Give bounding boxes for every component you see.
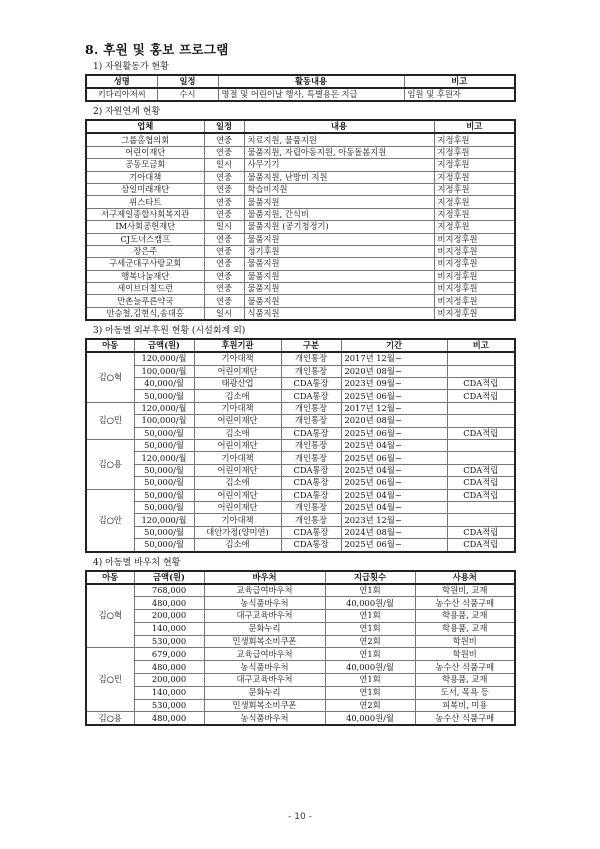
table-cell: 대구교육바우처 — [204, 610, 325, 623]
table-cell: 장은주 — [86, 245, 204, 257]
column-header: 기간 — [341, 339, 447, 352]
table-cell: 식품지원 — [244, 307, 434, 320]
child-name: 김○혁 — [86, 584, 134, 648]
table-row — [86, 146, 515, 158]
table-cell: 어린이재단 — [194, 501, 281, 513]
table-row — [86, 88, 515, 101]
table-cell: 200,000 — [134, 674, 204, 687]
table-cell: 연1회 — [325, 686, 415, 699]
table-cell: 40,000원/월 — [325, 597, 415, 610]
table-cell: 대구교육바우처 — [204, 674, 325, 687]
table-cell: 문화누리 — [204, 686, 325, 699]
table-cell: 정기후원 — [244, 245, 434, 257]
table-cell: CDA통장 — [281, 378, 341, 390]
table-cell: 학원비 — [415, 648, 515, 661]
table-cell: 농수산 식품구매 — [415, 661, 515, 674]
table-cell: 40,000/월 — [134, 378, 194, 390]
header-row — [86, 120, 515, 133]
table-cell: 120,000/월 — [134, 452, 194, 464]
table-row — [86, 439, 515, 451]
table-cell: 수시 — [157, 88, 218, 101]
child-name: 김○안 — [86, 489, 134, 551]
table-cell: CDA적립 — [447, 477, 515, 489]
table-cell: CDA적립 — [447, 390, 515, 402]
table-cell: 어린이재단 — [194, 415, 281, 427]
table-cell: 일시 — [204, 159, 244, 171]
table-cell: 어린이재단 — [194, 365, 281, 377]
table-cell: 768,000 — [134, 584, 204, 597]
table-cell: 학용품, 교재 — [415, 674, 515, 687]
table-cell: 2025년 06월~ — [341, 390, 447, 402]
volunteer-table — [85, 74, 516, 102]
table-cell: 개인통장 — [281, 439, 341, 451]
column-header: 일정 — [204, 120, 244, 133]
table-cell: 서구제일종합사회복지관 — [86, 208, 204, 220]
column-header: 비고 — [434, 120, 515, 133]
table-cell: 김소애 — [194, 477, 281, 489]
table-cell: 학습비지원 — [244, 183, 434, 195]
table-row — [86, 427, 515, 439]
table-cell: 물품지원, 간식비 — [244, 208, 434, 220]
column-header: 구분 — [281, 339, 341, 352]
child-name: 김○혁 — [86, 352, 134, 402]
table-row — [86, 712, 515, 725]
table-cell — [447, 514, 515, 526]
table-cell: 40,000원/월 — [325, 712, 415, 725]
table-row — [86, 258, 515, 270]
table-cell: 120,000/월 — [134, 402, 194, 414]
column-header: 내용 — [244, 120, 434, 133]
table-row — [86, 622, 515, 635]
table-cell — [447, 501, 515, 513]
table-cell: 김소애 — [194, 390, 281, 402]
table-cell: 480,000 — [134, 712, 204, 725]
table-row — [86, 365, 515, 377]
table-cell: 개인통장 — [281, 365, 341, 377]
child-name: 김○용 — [86, 439, 134, 489]
table-cell: CDA적립 — [447, 427, 515, 439]
table-cell: CDA통장 — [281, 477, 341, 489]
table-cell: 사무기기 — [244, 159, 434, 171]
table-cell: 지정후원 — [434, 208, 515, 220]
header-row — [86, 75, 515, 88]
table-cell: 비지정후원 — [434, 270, 515, 282]
table-cell: 기아대책 — [194, 402, 281, 414]
table-cell: 치료지원, 물품지원 — [244, 133, 434, 146]
table-cell: 2023년 09월~ — [341, 378, 447, 390]
table-cell: 40,000원/월 — [325, 661, 415, 674]
table-cell: 50,000/월 — [134, 439, 194, 451]
table-row — [86, 159, 515, 171]
column-header: 바우처 — [204, 571, 325, 584]
table-cell: 농식품바우처 — [204, 597, 325, 610]
table-row — [86, 661, 515, 674]
table-cell: 물품지원 — [244, 270, 434, 282]
table-row — [86, 584, 515, 597]
table-cell: 연중 — [204, 270, 244, 282]
table-cell: 개인통장 — [281, 452, 341, 464]
column-header: 비고 — [447, 339, 515, 352]
table-cell: 연1회 — [325, 648, 415, 661]
table-row — [86, 501, 515, 513]
table-cell: 100,000/월 — [134, 365, 194, 377]
table-cell: 기아대책 — [194, 452, 281, 464]
table-cell: 연중 — [204, 245, 244, 257]
table-cell: 물품지원 — [244, 196, 434, 208]
table-cell: 김소애 — [194, 427, 281, 439]
table-cell: 물품지원, 난방비 지원 — [244, 171, 434, 183]
table-cell: 연중 — [204, 171, 244, 183]
table-cell: 2025년 06월~ — [341, 477, 447, 489]
table-cell: 연중 — [204, 133, 244, 146]
table-cell: 물품지원 (공기청정기) — [244, 221, 434, 233]
table-cell: CDA적립 — [447, 489, 515, 501]
table-cell: 연중 — [204, 295, 244, 307]
table-cell: 50,000/월 — [134, 526, 194, 538]
table-cell: 2025년 04월~ — [341, 501, 447, 513]
table-cell: 지정후원 — [434, 146, 515, 158]
table-cell: 비지정후원 — [434, 283, 515, 295]
header-row — [86, 571, 515, 584]
table-cell: 민생회복소비쿠폰 — [204, 699, 325, 712]
table-row — [86, 674, 515, 687]
table-cell: CDA적립 — [447, 464, 515, 476]
table-cell: 50,000/월 — [134, 489, 194, 501]
table-cell: CDA통장 — [281, 464, 341, 476]
table-cell: CDA통장 — [281, 390, 341, 402]
table-cell: CDA통장 — [281, 489, 341, 501]
table-cell: 480,000 — [134, 597, 204, 610]
table-row — [86, 378, 515, 390]
table-cell: 679,000 — [134, 648, 204, 661]
table-cell: 연중 — [204, 146, 244, 158]
table-cell: 교육급여바우처 — [204, 584, 325, 597]
table-row — [86, 635, 515, 648]
table-cell: 농식품바우처 — [204, 712, 325, 725]
table-cell: 연1회 — [325, 674, 415, 687]
table-cell: 기아대책 — [86, 171, 204, 183]
table-cell: 개인통장 — [281, 514, 341, 526]
table-cell: 행복나눔재단 — [86, 270, 204, 282]
table-cell: CDA통장 — [281, 526, 341, 538]
table-row — [86, 610, 515, 623]
table-cell: 교육급여바우처 — [204, 648, 325, 661]
column-header: 금액(원) — [134, 339, 194, 352]
table-cell: 개인통장 — [281, 402, 341, 414]
table-cell: 지정후원 — [434, 171, 515, 183]
table-cell: 키다리아저씨 — [86, 88, 157, 101]
vouchers-title: 4) 아동별 바우처 현황 — [93, 557, 181, 568]
resources-title: 2) 자원연계 현황 — [93, 107, 161, 118]
table-row — [86, 171, 515, 183]
table-row — [86, 196, 515, 208]
table-row — [86, 514, 515, 526]
table-cell: 대안가정(양미연) — [194, 526, 281, 538]
table-cell: 2017년 12월~ — [341, 352, 447, 365]
table-cell: 연2회 — [325, 635, 415, 648]
table-cell: 2025년 04월~ — [341, 464, 447, 476]
table-cell: 물품지원 — [244, 233, 434, 245]
child-name: 김○용 — [86, 712, 134, 725]
page-number: - 10 - — [288, 812, 312, 822]
table-cell: IM사회공헌재단 — [86, 221, 204, 233]
table-cell: 도서, 목욕 등 — [415, 686, 515, 699]
table-cell: 2025년 06월~ — [341, 539, 447, 552]
table-cell: 기아대책 — [194, 352, 281, 365]
table-cell: 태광산업 — [194, 378, 281, 390]
header-row — [86, 339, 515, 352]
table-row — [86, 390, 515, 402]
table-cell: 200,000 — [134, 610, 204, 623]
table-cell: 530,000 — [134, 635, 204, 648]
table-row — [86, 283, 515, 295]
table-cell — [447, 402, 515, 414]
table-row — [86, 597, 515, 610]
table-cell: 2025년 04월~ — [341, 489, 447, 501]
table-cell: 비지정후원 — [434, 258, 515, 270]
column-header: 비고 — [404, 75, 515, 88]
table-cell: 50,000/월 — [134, 477, 194, 489]
table-cell: 농식품바우처 — [204, 661, 325, 674]
table-cell: 개인통장 — [281, 501, 341, 513]
table-cell: 지정후원 — [434, 133, 515, 146]
table-cell: 어린이재단 — [194, 439, 281, 451]
table-cell: 2020년 08월~ — [341, 415, 447, 427]
table-cell: CDA통장 — [281, 427, 341, 439]
column-header: 일정 — [157, 75, 218, 88]
table-cell: 물품지원 — [244, 258, 434, 270]
table-cell: CJ도너스캠프 — [86, 233, 204, 245]
table-cell: 비지정후원 — [434, 233, 515, 245]
table-cell: CDA통장 — [281, 539, 341, 552]
table-cell: 140,000 — [134, 686, 204, 699]
column-header: 금액(원) — [134, 571, 204, 584]
column-header: 아동 — [86, 339, 134, 352]
table-cell — [447, 439, 515, 451]
table-cell: 50,000/월 — [134, 390, 194, 402]
table-cell: 일시 — [204, 307, 244, 320]
table-cell: 안승철,김현식,송대홍 — [86, 307, 204, 320]
table-cell: 연중 — [204, 183, 244, 195]
table-cell: 그룹홈협의회 — [86, 133, 204, 146]
column-header: 업체 — [86, 120, 204, 133]
table-row — [86, 489, 515, 501]
table-cell: 2023년 12월~ — [341, 514, 447, 526]
table-cell: 지정후원 — [434, 196, 515, 208]
table-cell: 50,000/월 — [134, 464, 194, 476]
table-row — [86, 183, 515, 195]
table-row — [86, 233, 515, 245]
table-cell: 세이브더칠드런 — [86, 283, 204, 295]
table-cell — [447, 352, 515, 365]
column-header: 후원기관 — [194, 339, 281, 352]
child-name: 김○민 — [86, 402, 134, 439]
table-cell: 100,000/월 — [134, 415, 194, 427]
table-row — [86, 648, 515, 661]
table-cell: 480,000 — [134, 661, 204, 674]
table-cell: 물품지원, 자립아동지원, 아동돌봄지원 — [244, 146, 434, 158]
table-cell: 개인통장 — [281, 415, 341, 427]
table-row — [86, 352, 515, 365]
table-cell — [447, 452, 515, 464]
table-cell: 민생회복소비쿠폰 — [204, 635, 325, 648]
table-cell: 연중 — [204, 258, 244, 270]
column-header: 성명 — [86, 75, 157, 88]
table-cell: 비지정후원 — [434, 307, 515, 320]
table-cell — [447, 365, 515, 377]
table-cell: 50,000/월 — [134, 427, 194, 439]
table-row — [86, 402, 515, 414]
table-row — [86, 539, 515, 552]
table-cell: 명절 및 어린이날 행사, 특별용돈 지급 — [218, 88, 404, 101]
resources-table — [85, 119, 516, 321]
table-cell: 지정후원 — [434, 159, 515, 171]
table-cell: 어린이재단 — [194, 489, 281, 501]
column-header: 지급횟수 — [325, 571, 415, 584]
table-row — [86, 270, 515, 282]
column-header: 아동 — [86, 571, 134, 584]
external-sponsorship-table — [85, 338, 516, 552]
table-cell: CDA적립 — [447, 378, 515, 390]
table-cell: 김소애 — [194, 539, 281, 552]
table-cell: 연중 — [204, 283, 244, 295]
table-row — [86, 245, 515, 257]
table-row — [86, 464, 515, 476]
table-row — [86, 686, 515, 699]
table-cell: 학용품, 교재 — [415, 610, 515, 623]
table-cell: 연중 — [204, 233, 244, 245]
table-cell: 만촌늘푸른약국 — [86, 295, 204, 307]
table-cell: 지정후원 — [434, 221, 515, 233]
table-cell: 연1회 — [325, 584, 415, 597]
table-cell: 피복비, 미용 — [415, 699, 515, 712]
volunteer-title: 1) 자원활동가 현황 — [93, 62, 169, 72]
column-header: 사용처 — [415, 571, 515, 584]
table-row — [86, 526, 515, 538]
table-cell: 물품지원 — [244, 295, 434, 307]
section-title: 8. 후원 및 홍보 프로그램 — [85, 42, 229, 57]
table-cell: 비지정후원 — [434, 295, 515, 307]
table-cell: CDA적립 — [447, 539, 515, 552]
table-cell: 학원비, 교재 — [415, 584, 515, 597]
table-row — [86, 295, 515, 307]
table-cell: 구세군대구사랑교회 — [86, 258, 204, 270]
table-cell: 2025년 06월~ — [341, 452, 447, 464]
table-cell: 농수산 식품구매 — [415, 712, 515, 725]
table-cell: 2017년 12월~ — [341, 402, 447, 414]
table-cell: 530,000 — [134, 699, 204, 712]
table-cell: 연2회 — [325, 699, 415, 712]
voucher-table — [85, 570, 516, 727]
table-row — [86, 452, 515, 464]
table-cell: 어린이재단 — [194, 464, 281, 476]
table-cell: 50,000/월 — [134, 501, 194, 513]
table-cell: 위스타트 — [86, 196, 204, 208]
table-cell — [447, 415, 515, 427]
table-row — [86, 208, 515, 220]
table-cell: 공동모금회 — [86, 159, 204, 171]
table-cell: 기아대책 — [194, 514, 281, 526]
table-row — [86, 699, 515, 712]
table-cell: 임원 및 후원자 — [404, 88, 515, 101]
table-cell: 일시 — [204, 221, 244, 233]
column-header: 활동내용 — [218, 75, 404, 88]
table-cell: 지정후원 — [434, 183, 515, 195]
document-page — [85, 40, 516, 726]
table-cell: 농수산 식품구매 — [415, 597, 515, 610]
table-cell: CDA적립 — [447, 526, 515, 538]
table-cell: 연중 — [204, 208, 244, 220]
table-cell: 120,000/월 — [134, 352, 194, 365]
external-title: 3) 아동별 외부후원 현황 (시설회계 외) — [93, 326, 246, 337]
table-cell: 비지정후원 — [434, 245, 515, 257]
table-row — [86, 133, 515, 146]
table-row — [86, 221, 515, 233]
table-cell: 2025년 06월~ — [341, 427, 447, 439]
table-cell: 연1회 — [325, 622, 415, 635]
table-row — [86, 477, 515, 489]
child-name: 김○민 — [86, 648, 134, 712]
table-cell: 연중 — [204, 196, 244, 208]
table-cell: 2024년 08월~ — [341, 526, 447, 538]
table-cell: 2020년 08월~ — [341, 365, 447, 377]
table-cell: 어린이재단 — [86, 146, 204, 158]
table-cell: 2025년 04월~ — [341, 439, 447, 451]
table-cell: 120,000/월 — [134, 514, 194, 526]
table-cell: 50,000/월 — [134, 539, 194, 552]
table-cell: 연1회 — [325, 610, 415, 623]
table-cell: 개인통장 — [281, 352, 341, 365]
table-cell: 물품지원 — [244, 283, 434, 295]
table-cell: 문화누리 — [204, 622, 325, 635]
table-cell: 학용품, 교재 — [415, 622, 515, 635]
table-row — [86, 415, 515, 427]
table-cell: 140,000 — [134, 622, 204, 635]
table-cell: 삼일미래재단 — [86, 183, 204, 195]
table-cell: 학원비 — [415, 635, 515, 648]
table-row — [86, 307, 515, 320]
